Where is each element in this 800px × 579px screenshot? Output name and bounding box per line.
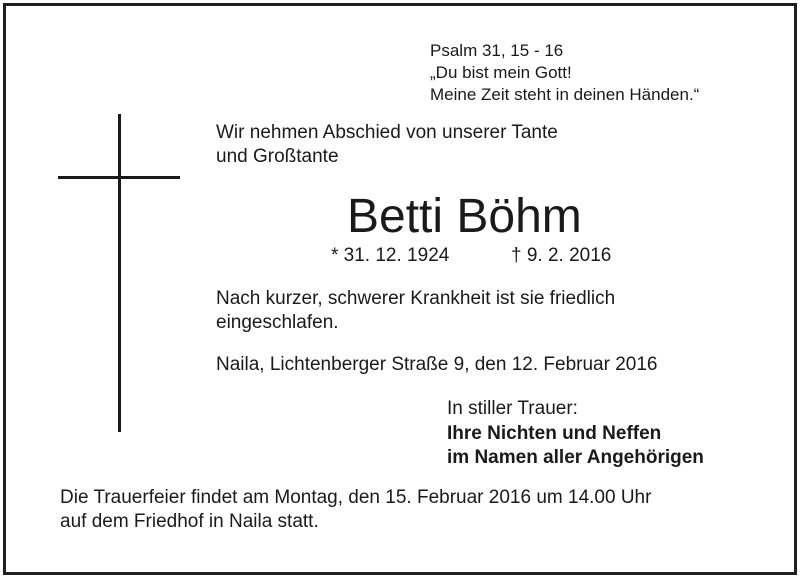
mourners-line-2: im Namen aller Angehörigen	[447, 447, 704, 468]
message-line-2: eingeschlafen.	[216, 312, 339, 333]
cross-horizontal-bar	[58, 176, 180, 179]
intro-line-1: Wir nehmen Abschied von unserer Tante	[216, 122, 558, 143]
psalm-verse-line-1: „Du bist mein Gott!	[430, 63, 572, 82]
funeral-line-2: auf dem Friedhof in Naila statt.	[60, 511, 319, 532]
funeral-line-1: Die Trauerfeier findet am Montag, den 15. Februar 2016 um 14.00 Uhr	[60, 487, 652, 508]
mourners-line-1: Ihre Nichten und Neffen	[447, 423, 662, 444]
mourners-heading: In stiller Trauer:	[447, 398, 578, 419]
place-and-date: Naila, Lichtenberger Straße 9, den 12. Februar 2016	[216, 354, 658, 375]
death-date: † 9. 2. 2016	[511, 245, 612, 266]
message-line-1: Nach kurzer, schwerer Krankheit ist sie friedlich	[216, 288, 616, 309]
intro-line-2: und Großtante	[216, 146, 339, 167]
birth-date: * 31. 12. 1924	[331, 245, 450, 266]
psalm-reference: Psalm 31, 15 - 16	[430, 41, 564, 60]
cross-vertical-bar	[118, 114, 121, 432]
deceased-name: Betti Böhm	[347, 190, 582, 243]
psalm-verse-line-2: Meine Zeit steht in deinen Händen.“	[430, 85, 700, 104]
